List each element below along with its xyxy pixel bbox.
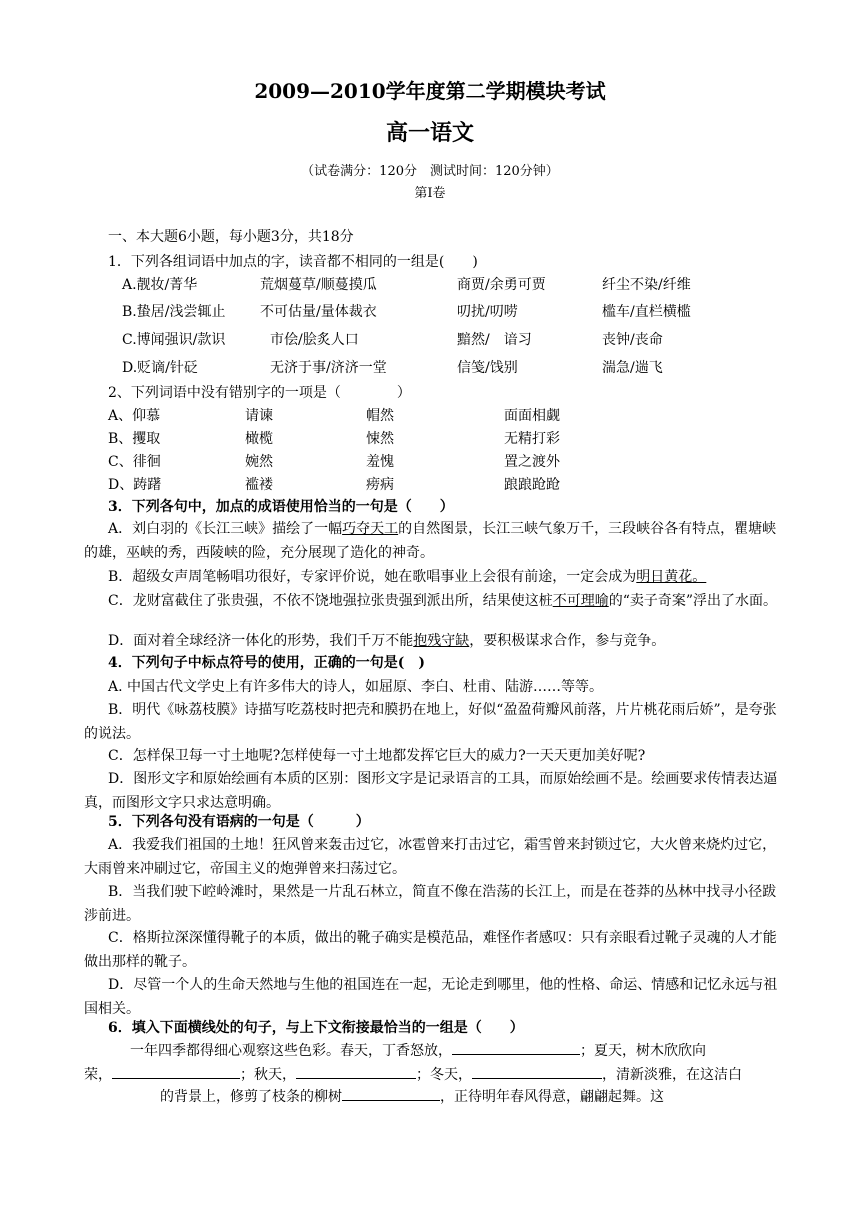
q1-a-col3: 商贾/余勇可贾 <box>457 277 546 293</box>
q1-c-col1: C.博闻强识/款识 <box>122 332 226 348</box>
exam-meta: （试卷满分：120分 测试时间：120分钟） <box>301 164 559 179</box>
q4-option-a: A. 中国古代文学史上有许多伟大的诗人，如屈原、李白、杜甫、陆游……等等。 <box>108 679 604 695</box>
q3-c-idiom: 不可理喻 <box>552 593 609 609</box>
q2-b-col2: 橄榄 <box>245 431 273 447</box>
q1-b-col4: 槛车/直栏横槛 <box>602 304 691 320</box>
q2-b-col1: B、攫取 <box>108 431 161 447</box>
q2-d-col3: 痨病 <box>366 477 394 493</box>
q5-option-b: B．当我们驶下崆岭滩时，果然是一片乱石林立，简直不像在浩荡的长江上，而是在苍莽的丛林中找寻小径跋涉前进。 <box>84 884 777 924</box>
q2-a-col2: 请谏 <box>245 408 273 424</box>
question-6-stem: 6．填入下面横线处的句子，与上下文衔接最恰当的一组是（ ） <box>108 1020 524 1036</box>
q5-option-d: D．尽管一个人的生命天然地与生他的祖国连在一起，无论走到哪里，他的性格、命运、情感和记忆永远与祖国相关。 <box>84 977 778 1017</box>
q1-d-col1: D.贬谪/针砭 <box>122 360 198 376</box>
q1-d-col2: 无济于事/济济一堂 <box>270 360 387 376</box>
q3-c-text-post: 的“卖子奇案”浮出了水面。 <box>608 593 778 609</box>
q2-d-col2: 褴褛 <box>245 477 273 493</box>
q3-option-c <box>84 589 780 613</box>
q1-b-col1: B.蛰居/浅尝辄止 <box>122 304 226 320</box>
q6-blank-5[interactable] <box>342 1086 440 1101</box>
q1-d-col3: 信笺/饯别 <box>457 360 518 376</box>
q2-b-col3: 悚然 <box>366 431 394 447</box>
q2-b-col4: 无精打彩 <box>504 431 560 447</box>
q2-c-col2: 婉然 <box>245 454 273 470</box>
q6-text-2b: ；秋天， <box>240 1067 296 1083</box>
q6-passage-line3 <box>160 1086 664 1107</box>
question-3-stem: 3．下列各句中，加点的成语使用恰当的一句是（ ） <box>108 499 454 515</box>
q3-option-d <box>84 629 780 653</box>
volume-label: 第Ⅰ卷 <box>414 186 446 201</box>
section-intro: 一、本大题6小题，每小题3分，共18分 <box>108 229 354 245</box>
q6-text-2a: 荣， <box>84 1067 112 1083</box>
q3-a-text: A．刘白羽的《长江三峡》描绘了一幅 <box>108 521 343 537</box>
q5-option-a: A．我爱我们祖国的土地！狂风曾来轰击过它，冰雹曾来打击过它，霜雪曾来封锁过它，大火曾来烧灼过它，大雨曾来冲刷过它，帝国主义的炮弹曾来扫荡过它。 <box>84 837 777 877</box>
q3-a-text-post: 的自然图景，长江三峡气象万千，三段峡谷各有特点，瞿塘峡的雄，巫峡的秀，西陵峡的险，充分展现了造化的神奇。 <box>84 521 777 561</box>
q3-b-idiom: 明日黄花。 <box>636 569 707 585</box>
q2-d-col4: 踉踉跄跄 <box>504 477 560 493</box>
q3-a-idiom: 巧夺天工 <box>342 521 399 537</box>
q6-text-3b: ，正待明年春风得意，翩翩起舞。这 <box>440 1089 664 1105</box>
q3-c-text: C．龙财富截住了张贵强，不依不饶地强拉张贵强到派出所，结果使这桩 <box>108 593 553 609</box>
question-4-stem: 4．下列句子中标点符号的使用，正确的一句是( ) <box>108 655 425 671</box>
q1-b-col2: 不可估量/量体裁衣 <box>260 304 377 320</box>
q6-passage-line2 <box>84 1064 742 1085</box>
q1-a-col4: 纤尘不染/纤维 <box>602 277 691 293</box>
q2-c-col4: 置之渡外 <box>504 454 560 470</box>
q1-c-col3: 黯然/ 谙习 <box>457 332 532 348</box>
q6-text-2c: ；冬天， <box>416 1067 472 1083</box>
question-2-stem: 2、下列词语中没有错别字的一项是（ ） <box>108 385 411 401</box>
q2-c-col3: 羞愧 <box>366 454 394 470</box>
q4-option-d: D．图形文字和原始绘画有本质的区别：图形文字是记录语言的工具，而原始绘画不是。绘画要求传情表达逼真，而图形文字只求达意明确。 <box>84 771 778 811</box>
q6-blank-1[interactable] <box>452 1040 580 1055</box>
q2-a-col3: 帽然 <box>366 408 394 424</box>
q6-passage-line1 <box>130 1040 706 1061</box>
q2-a-col4: 面面相觑 <box>504 408 560 424</box>
q2-a-col1: A、仰慕 <box>108 408 161 424</box>
q3-b-text: B．超级女声周笔畅唱功很好，专家评价说，她在歌唱事业上会很有前途，一定会成为 <box>108 569 637 585</box>
q6-blank-4[interactable] <box>472 1064 602 1079</box>
q3-option-a <box>84 517 780 565</box>
q6-blank-3[interactable] <box>296 1064 416 1079</box>
q1-d-col4: 湍急/遄飞 <box>602 360 663 376</box>
q3-option-b <box>84 565 780 589</box>
q4-option-b: B．明代《咏荔枝膜》诗描写吃荔枝时把壳和膜扔在地上，好似“盈盈荷瓣风前落，片片桃花雨后娇”，是夸张的说法。 <box>84 702 777 742</box>
q1-c-col4: 丧钟/丧命 <box>602 332 663 348</box>
q4-option-c: C．怎样保卫每一寸土地呢?怎样使每一寸土地都发挥它巨大的威力?一天天更加美好呢? <box>108 748 646 764</box>
q6-text-1a: 一年四季都得细心观察这些色彩。春天，丁香怒放， <box>130 1043 452 1059</box>
q6-text-2d: ，清新淡雅，在这洁白 <box>602 1067 742 1083</box>
q3-d-idiom: 抱残守缺 <box>413 633 470 649</box>
question-5-stem: 5．下列各句没有语病的一句是（ ） <box>108 814 370 830</box>
question-1-stem: 1．下列各组词语中加点的字，读音都不相同的一组是( ) <box>108 254 478 270</box>
q2-c-col1: C、徘徊 <box>108 454 161 470</box>
q1-c-col2: 市侩/脍炙人口 <box>270 332 359 348</box>
q6-blank-2[interactable] <box>112 1064 240 1079</box>
q5-option-c: C．格斯拉深深懂得靴子的本质，做出的靴子确实是模范品，难怪作者感叹：只有亲眼看过靴子灵魂的人才能做出那样的靴子。 <box>84 930 777 970</box>
q1-a-col2: 荒烟蔓草/顺蔓摸瓜 <box>260 277 377 293</box>
q3-d-text-post: ，要积极谋求合作，参与竞争。 <box>469 633 666 649</box>
q3-d-text: D．面对着全球经济一体化的形势，我们千万不能 <box>108 633 414 649</box>
q1-b-col3: 叨扰/叨唠 <box>457 304 518 320</box>
exam-subject: 高一语文 <box>385 120 474 146</box>
exam-title: 2009—2010学年度第二学期模块考试 <box>254 79 606 103</box>
q6-text-1b: ；夏天，树木欣欣向 <box>580 1043 706 1059</box>
q1-a-col1: A.靓妆/菁华 <box>122 277 198 293</box>
q2-d-col1: D、踌躇 <box>108 477 162 493</box>
q6-text-3a: 的背景上，修剪了枝条的柳树 <box>160 1089 342 1105</box>
